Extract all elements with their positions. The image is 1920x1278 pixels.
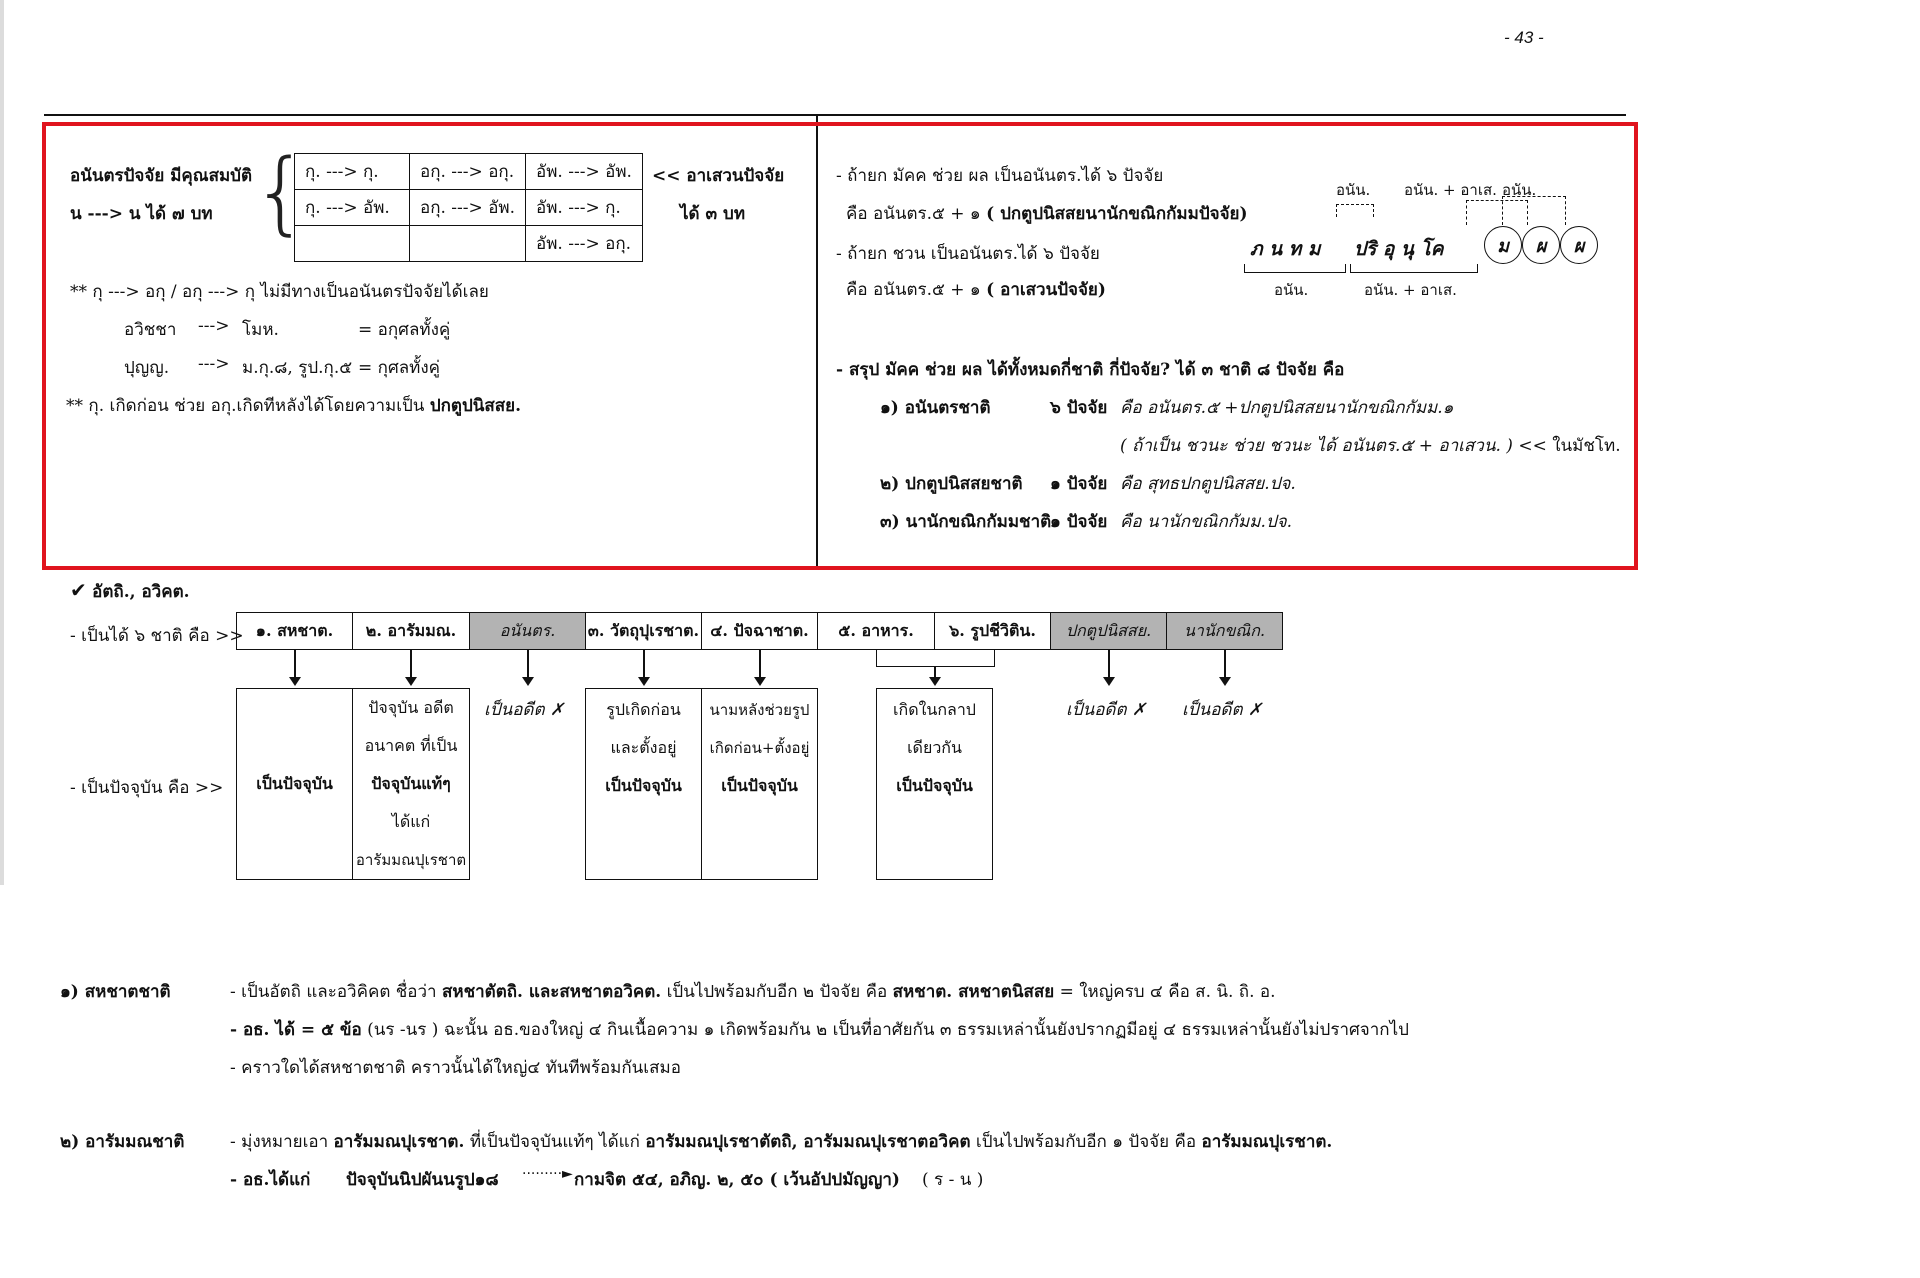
grid-cell: อัพ. ---> อกุ. bbox=[526, 226, 643, 262]
present-box-text: เกิดในกลาป bbox=[893, 700, 976, 719]
summary-1-note-b: << ในมัชโท. bbox=[1518, 436, 1621, 456]
right-line-4-b: ( อาเสวนปัจจัย) bbox=[986, 280, 1106, 300]
present-box-text: ปัจจุบัน อดีต bbox=[368, 698, 454, 717]
diagram-connector bbox=[1336, 204, 1374, 217]
down-arrow bbox=[759, 650, 761, 684]
past-label: เป็นอดีต ✗ bbox=[484, 700, 565, 720]
present-box-text: ปัจจุบันแท้ๆ bbox=[371, 774, 451, 793]
diagram-top-label-1: อนัน. bbox=[1336, 181, 1371, 199]
header-cell: ๒. อารัมมณ. bbox=[352, 612, 470, 650]
right-line-4-a: คือ อนันตร.๕ + ๑ bbox=[846, 280, 981, 300]
section-1-title: ๑) สหชาตชาติ bbox=[60, 982, 171, 1002]
text: อารัมมณปุเรชาตัตถิ, อารัมมณปุเรชาตอวิคต bbox=[645, 1132, 971, 1152]
header-cell: ๖. รูปชีวิติน. bbox=[934, 612, 1051, 650]
section-2-line-1 bbox=[230, 1128, 1332, 1155]
summary-1-count: ๖ ปัจจัย bbox=[1050, 398, 1108, 418]
diagram-bracket bbox=[1350, 264, 1478, 273]
grid-cell: กุ. ---> กุ. bbox=[295, 154, 410, 190]
present-box-text: และตั้งอยู่ bbox=[610, 738, 677, 757]
down-arrow bbox=[294, 650, 296, 684]
down-arrow bbox=[410, 650, 412, 684]
header-cell: นานักขณิก. bbox=[1166, 612, 1283, 650]
grid-cell: อัพ. ---> กุ. bbox=[526, 190, 643, 226]
present-box-text: นามหลังช่วยรูป bbox=[709, 701, 810, 719]
summary-3-name: ๓) นานักขณิกกัมมชาติ bbox=[880, 512, 1052, 532]
section-2-title: ๒) อารัมมณชาติ bbox=[60, 1132, 185, 1152]
summary-1-note bbox=[1120, 432, 1621, 459]
section-1-line-3: - คราวใดได้สหชาตชาติ คราวนั้นได้ใหญ่๔ ทันทีพร้อมกันเสมอ bbox=[230, 1058, 681, 1078]
right-line-2-b: ( ปกตูปนิสสยนานักขณิกกัมมปัจจัย) bbox=[986, 204, 1248, 224]
right-line-3: - ถ้ายก ชวน เป็นอนันตร.ได้ ๖ ปัจจัย bbox=[836, 244, 1100, 264]
summary-1-note-a: ( ถ้าเป็น ชวนะ ช่วย ชวนะ ได้ อนันตร.๕ + อาเสวน. ) bbox=[1120, 436, 1513, 456]
present-box-text: เดียวกัน bbox=[907, 738, 962, 757]
present-box-text: อารัมมณปุเรชาต bbox=[355, 851, 467, 869]
diagram-letters-1: ภ น ท ม bbox=[1250, 238, 1321, 260]
row-a-4: = อกุศลทั้งคู่ bbox=[358, 320, 451, 340]
text: = ใหญ่ครบ ๔ คือ ส. นิ. ถิ. อ. bbox=[1059, 982, 1276, 1002]
diagram-bottom-label-2: อนัน. + อาเส. bbox=[1364, 281, 1457, 299]
grid-cell bbox=[410, 226, 526, 262]
text: เป็นไปพร้อมกับอีก ๑ ปัจจัย คือ bbox=[975, 1132, 1197, 1152]
down-arrow bbox=[934, 666, 936, 684]
row-b-4: = กุศลทั้งคู่ bbox=[358, 358, 441, 378]
down-arrow bbox=[1108, 650, 1110, 684]
row-label-present: - เป็นปัจจุบัน คือ >> bbox=[70, 778, 224, 798]
section-1-line-1 bbox=[230, 978, 1276, 1005]
section-1-line-2 bbox=[230, 1016, 1409, 1043]
section-2-line-2-b: ปัจจุบันนิปผันนรูป๑๘ bbox=[346, 1170, 499, 1190]
top-rule bbox=[44, 114, 1626, 116]
text: - มุ่งหมายเอา bbox=[230, 1132, 329, 1152]
text: - เป็นอัตถิ และอวิคิคต ชื่อว่า bbox=[230, 982, 437, 1002]
left-heading-2: น ---> น ได้ ๗ บท bbox=[70, 204, 213, 224]
diagram-bracket bbox=[1244, 264, 1346, 273]
diagram-connector bbox=[1502, 196, 1566, 225]
section-2-line-2-c: กามจิต ๕๔, อภิญ. ๒, ๕๐ ( เว้นอัปปมัญญา) bbox=[574, 1170, 900, 1190]
header-cell: อนันตร. bbox=[469, 612, 586, 650]
text: สหชาต. สหชาตนิสสย bbox=[892, 982, 1055, 1002]
grid-cell: กุ. ---> อัพ. bbox=[295, 190, 410, 226]
grid-cell: อกุ. ---> อัพ. bbox=[410, 190, 526, 226]
present-box-pacchajata bbox=[701, 688, 818, 880]
page-number: - 43 - bbox=[1504, 28, 1544, 47]
header-cell: ๑. สหชาต. bbox=[236, 612, 353, 650]
down-arrow bbox=[643, 650, 645, 684]
diagram-bottom-label-1: อนัน. bbox=[1274, 281, 1309, 299]
left-brace: { bbox=[252, 140, 310, 245]
check-title: อัตถิ., อวิคต. bbox=[92, 582, 190, 602]
text: เป็นไปพร้อมกับอีก ๒ ปัจจัย คือ bbox=[666, 982, 888, 1002]
text: - อธ. ได้ = ๕ ข้อ bbox=[230, 1020, 362, 1040]
down-arrow bbox=[1224, 650, 1226, 684]
check-heading bbox=[70, 578, 190, 605]
left-note-2-term: ปกตูปนิสสย. bbox=[429, 396, 521, 416]
asevana-label: << อาเสวนปัจจัย bbox=[652, 166, 785, 186]
row-a-3: โมห. bbox=[242, 320, 279, 340]
present-box-text: ได้แก่ bbox=[391, 812, 431, 831]
left-note-2-text: ** กุ. เกิดก่อน ช่วย อกุ.เกิดทีหลังได้โดยความเป็น bbox=[66, 396, 425, 416]
grid-cell: อัพ. ---> อัพ. bbox=[526, 154, 643, 190]
present-box-rupa bbox=[876, 688, 993, 880]
present-box-text: เป็นปัจจุบัน bbox=[896, 776, 973, 795]
row-a-2: ---> bbox=[198, 316, 230, 336]
row-b-2: ---> bbox=[198, 354, 230, 374]
present-box-sahajata bbox=[236, 688, 353, 880]
page-left-margin bbox=[0, 0, 4, 885]
right-line-2-a: คือ อนันตร.๕ + ๑ bbox=[846, 204, 981, 224]
diagram-top-label-2: อนัน. + อาเส. bbox=[1404, 181, 1497, 199]
text: อารัมมณปุเรชาต. bbox=[1201, 1132, 1333, 1152]
present-box-vatthu bbox=[585, 688, 702, 880]
left-note-1: ** กุ ---> อกุ / อกุ ---> กุ ไม่มีทางเป็นอนันตรปัจจัยได้เลย bbox=[70, 282, 489, 302]
summary-3-desc: คือ นานักขณิกกัมม.ปจ. bbox=[1120, 512, 1293, 532]
header-cell: ๔. ปัจฉาชาต. bbox=[701, 612, 818, 650]
past-label: เป็นอดีต ✗ bbox=[1066, 700, 1147, 720]
past-label: เป็นอดีต ✗ bbox=[1182, 700, 1263, 720]
text: สหชาตัตถิ. และสหชาตอวิคต. bbox=[442, 982, 662, 1002]
row-label-six: - เป็นได้ ๖ ชาติ คือ >> bbox=[70, 626, 244, 646]
merge-bracket bbox=[876, 650, 995, 667]
header-cell: ๓. วัตถุปุเรชาต. bbox=[585, 612, 702, 650]
right-line-4 bbox=[846, 276, 1106, 303]
header-cell: ๕. อาหาร. bbox=[817, 612, 935, 650]
grid-cell bbox=[295, 226, 410, 262]
text: (นร -นร ) ฉะนั้น อธ.ของใหญ่ ๔ กินเนื้อความ ๑ เกิดพร้อมกัน ๒ เป็นที่อาศัยกัน ๓ ธรรมเหล่านั้นยังปรากฏมีอยู่ ๔ ธรรมเหล่านั้นยังไม่ปราศจากไป bbox=[367, 1020, 1409, 1040]
present-box-text: เกิดก่อน+ตั้งอยู่ bbox=[709, 739, 810, 757]
left-note-2 bbox=[66, 392, 521, 419]
present-box-text: เป็นปัจจุบัน bbox=[605, 776, 682, 795]
text: อารัมมณปุเรชาต. bbox=[333, 1132, 465, 1152]
text: ที่เป็นปัจจุบันแท้ๆ ได้แก่ bbox=[469, 1132, 640, 1152]
summary-1-desc: คือ อนันตร.๕ +ปกตูปนิสสยนานักขณิกกัมม.๑ bbox=[1120, 398, 1454, 418]
section-2-line-2-d: ( ร - น ) bbox=[922, 1170, 984, 1190]
grid-row bbox=[295, 190, 643, 226]
present-box-text: รูปเกิดก่อน bbox=[606, 700, 681, 719]
present-box-text: เป็นปัจจุบัน bbox=[721, 776, 798, 795]
right-line-2 bbox=[846, 200, 1248, 227]
diagram-letters-2: ปริ อุ นุ โค bbox=[1354, 238, 1444, 260]
diagram-circle: ผ bbox=[1522, 226, 1560, 264]
present-box-text: เป็นปัจจุบัน bbox=[256, 774, 333, 793]
diagram-top-label-3: อนัน. bbox=[1502, 181, 1537, 199]
present-box-arammana bbox=[352, 688, 470, 880]
present-box-text: อนาคต ที่เป็น bbox=[364, 736, 458, 755]
grid-row bbox=[295, 154, 643, 190]
dotted-arrow: ·········► bbox=[522, 1166, 573, 1182]
diagram-circle: ผ bbox=[1560, 226, 1598, 264]
summary-line: - สรุป มัคค ช่วย ผล ได้ทั้งหมดกี่ชาติ กี่ปัจจัย? ได้ ๓ ชาติ ๘ ปัจจัย คือ bbox=[836, 360, 1345, 380]
section-2-line-2-a: - อธ.ได้แก่ bbox=[230, 1170, 311, 1190]
grid-row bbox=[295, 226, 643, 262]
summary-2-count: ๑ ปัจจัย bbox=[1050, 474, 1108, 494]
down-arrow bbox=[527, 650, 529, 684]
asevana-count: ได้ ๓ บท bbox=[680, 204, 746, 224]
summary-2-desc: คือ สุทธปกตูปนิสสย.ปจ. bbox=[1120, 474, 1296, 494]
summary-1-name: ๑) อนันตรชาติ bbox=[880, 398, 991, 418]
left-heading-1: อนันตรปัจจัย มีคุณสมบัติ bbox=[70, 166, 252, 186]
summary-2-name: ๒) ปกตูปนิสสยชาติ bbox=[880, 474, 1023, 494]
anantara-grid bbox=[294, 153, 643, 262]
right-line-1: - ถ้ายก มัคค ช่วย ผล เป็นอนันตร.ได้ ๖ ปัจจัย bbox=[836, 166, 1164, 186]
row-b-3: ม.กุ.๘, รูป.กุ.๕ bbox=[242, 358, 353, 378]
grid-cell: อกุ. ---> อกุ. bbox=[410, 154, 526, 190]
row-a-1: อวิชชา bbox=[124, 320, 177, 340]
diagram-circle: ม bbox=[1484, 226, 1522, 264]
header-cell: ปกตูปนิสสย. bbox=[1050, 612, 1167, 650]
row-b-1: ปุญญ. bbox=[124, 358, 170, 378]
check-icon: ✔ bbox=[70, 578, 87, 602]
summary-3-count: ๑ ปัจจัย bbox=[1050, 512, 1108, 532]
